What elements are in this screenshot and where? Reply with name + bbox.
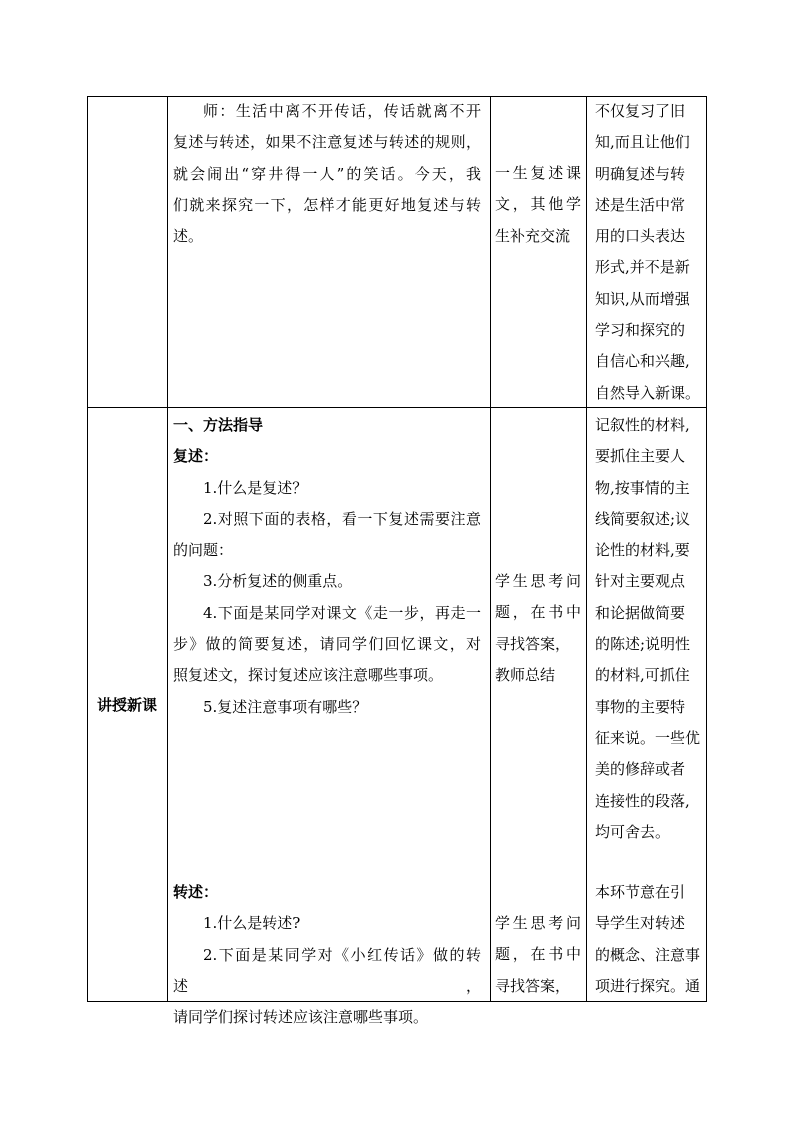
column-divider (586, 96, 587, 1002)
retell-item-cont: 的问题： (173, 541, 234, 560)
intent-line: 事物的主要特 (595, 697, 686, 716)
intent-line: 针对主要观点 (595, 572, 686, 591)
row2-retell-activity (495, 566, 581, 691)
row2-retell-content (173, 410, 481, 723)
retell-item: 4.下面是某同学对课文《走一步，再走一 (203, 603, 481, 622)
retell-item: 5.复述注意事项有哪些？ (203, 697, 368, 716)
relay-item: 1.什么是转述? (203, 914, 301, 933)
row2-relay-activity (495, 908, 581, 1002)
intent-line: 的材料,可抓住 (595, 666, 690, 685)
column-divider (490, 96, 491, 1002)
intent-line: 知识,从而增强 (595, 289, 690, 308)
row1-content-cell (173, 96, 481, 252)
retell-heading: 复述： (173, 447, 219, 466)
column-divider (167, 96, 168, 1002)
intent-line: 自信心和兴趣, (595, 352, 690, 371)
intent-line: 不仅复习了旧 (595, 102, 686, 120)
intent-line: 记叙性的材料, (595, 416, 690, 434)
retell-item: 2.对照下面的表格，看一下复述需要注意 (203, 509, 481, 528)
activity-line: 学生思考问 (495, 572, 581, 590)
section-label: 讲授新课 (96, 696, 157, 714)
lesson-plan-table (87, 96, 707, 1027)
relay-item-cont: 请同学们探讨转述应该注意哪些事项。 (173, 1008, 429, 1027)
activity-line: 教师总结 (495, 665, 556, 684)
content-line: 就会闹出“穿井得一人”的笑话。今天，我 (173, 164, 481, 183)
method-heading: 一、方法指导 (173, 416, 264, 434)
intent-line: 学习和探究的 (595, 321, 686, 340)
intent-line: 的概念、注意事 (595, 945, 701, 964)
activity-line: 寻找答案， (495, 976, 571, 995)
intent-line: 用的口头表达 (595, 227, 686, 246)
row1-intent-cell (595, 96, 702, 409)
retell-item: 1.什么是复述？ (203, 478, 308, 497)
retell-item: 3.分析复述的侧重点。 (203, 572, 353, 591)
row2-retell-intent (595, 410, 702, 848)
relay-item: 2.下面是某同学对《小红传话》做的转述， (173, 945, 481, 995)
intent-line: 论性的材料,要 (595, 541, 690, 560)
row1-activity-cell (495, 158, 581, 252)
table-border-right (706, 96, 707, 1002)
intent-line: 明确复述与转 (595, 164, 686, 183)
intent-line: 本环节意在引 (595, 883, 686, 901)
activity-line: 生补充交流 (495, 226, 571, 245)
intent-line: 和论据做简要 (595, 603, 686, 622)
intent-line: 连接性的段落, (595, 791, 690, 810)
intent-line: 项进行探究。通 (595, 976, 701, 995)
activity-line: 寻找答案， (495, 634, 571, 653)
activity-line: 题，在书中 (495, 945, 581, 964)
intent-line: 均可舍去。 (595, 822, 671, 841)
intent-line: 自然导入新课。 (595, 383, 701, 402)
intent-line: 征来说。一些优 (595, 728, 701, 747)
intent-line: 导学生对转述 (595, 914, 686, 933)
activity-line: 文，其他学 (495, 195, 581, 214)
retell-item-cont: 步》做的简要复述，请同学们回忆课文，对 (173, 635, 481, 654)
intent-line: 美的修辞或者 (595, 760, 686, 779)
activity-line: 题，在书中 (495, 603, 581, 622)
row2-relay-intent (595, 877, 702, 1002)
intent-line: 物,按事情的主 (595, 478, 690, 497)
relay-heading: 转述： (173, 883, 219, 901)
content-line: 师：生活中离不开传话，传话就离不开 (203, 102, 481, 120)
intent-line: 的陈述;说明性 (595, 635, 691, 654)
content-line: 述。 (173, 227, 204, 246)
intent-line: 形式,并不是新 (595, 258, 690, 277)
intent-line: 述是生活中常 (595, 195, 686, 214)
intent-line: 要抓住主要人 (595, 447, 686, 466)
intent-line: 线简要叙述;议 (595, 509, 691, 528)
retell-item-cont: 照复述文，探讨复述应该注意哪些事项。 (173, 666, 444, 685)
activity-line: 一生复述课 (495, 164, 581, 182)
intent-line: 知,而且让他们 (595, 133, 690, 152)
content-line: 复述与转述，如果不注意复述与转述的规则， (173, 133, 481, 152)
content-line: 们就来探究一下，怎样才能更好地复述与转 (173, 195, 481, 214)
row2-relay-content (173, 877, 481, 1033)
activity-line: 学生思考问 (495, 914, 581, 932)
